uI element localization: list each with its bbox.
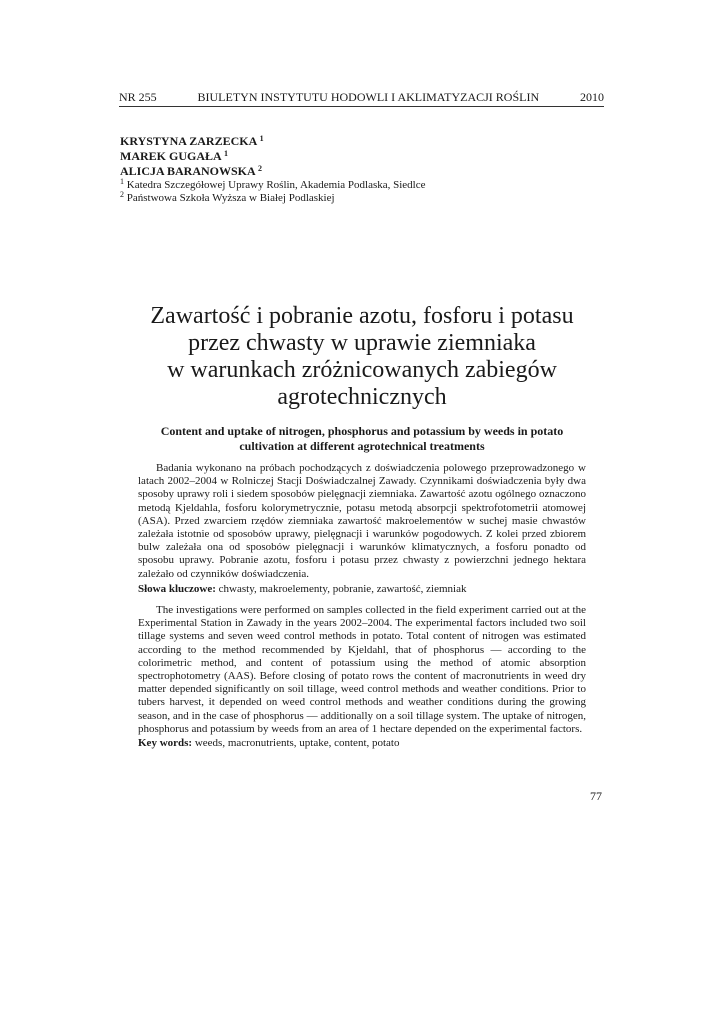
author-name: ALICJA BARANOWSKA $^2$ [120, 164, 263, 178]
publication-year: 2010 [579, 90, 604, 104]
author-name: MAREK GUGAŁA $^1$ [120, 149, 229, 163]
affiliation: $^2$ Państwowa Szkoła Wyższa w Białej Podlaskiej [120, 190, 335, 204]
author-block [120, 134, 426, 205]
author-name: KRYSTYNA ZARZECKA $^1$ [120, 134, 264, 148]
affiliation: $^1$ Katedra Szczegółowej Uprawy Roślin, Akademia Podlaska, Siedlce [120, 177, 426, 191]
english-title: Content and uptake of nitrogen, phosphorus and potassium by weeds in potato cultivation at different agrotechnical treatments [160, 424, 564, 453]
keywords-english: Key words: weeds, macronutrients, uptake, content, potato [138, 737, 400, 749]
issue-number: NR 255 [119, 90, 157, 104]
keywords-polish: Słowa kluczowe: chwasty, makroelementy, pobranie, zawartość, ziemniak [138, 583, 467, 595]
abstract-english: The investigations were performed on samples collected in the field experiment carried out at the Experimental Station in Zawady in the years 2002–2004. The experimental factors included two soil tillage systems and seven weed control methods in potato. Total content of nitrogen was estimated according to the method recommended by Kjeldahl, that of phosphorus — according to the colorimetric method, and content of potassium using the method of atomic absorption spectrophotometry (AAS). Before closing of potato rows the content of macronutrients in weed dry matter depended significantly on soil tillage, weed control methods and weather conditions. Prior to tubers harvest, it depended on weed control methods and weather conditions during the growing season, and in the case of phosphorus — additionally on a soil tillage system. The uptake of nitrogen, phosphorus and potassium by weeds from an area of 1 hectare depended on the experimental factors. [138, 604, 586, 735]
page-number: 77 [590, 789, 602, 803]
article-title: Zawartość i pobranie azotu, fosforu i potasu przez chwasty w uprawie ziemniaka w warunkach zróżnicowanych zabiegów agrotechnicznych [150, 303, 574, 410]
journal-name: BIULETYN INSTYTUTU HODOWLI I AKLIMATYZACJI ROŚLIN [197, 90, 540, 104]
abstract-polish: Badania wykonano na próbach pochodzących z doświadczenia polowego przeprowadzonego w latach 2002–2004 w Rolniczej Stacji Doświadczalnej Zawady. Czynnikami doświadczenia były dwa sposoby uprawy roli i siedem sposobów pielęgnacji ziemniaka. Zawartość azotu ogólnego oznaczono metodą Kjeldahla, fosforu kolorymetrycznie, potasu metodą absorpcji spektrofotometrii atomowej (ASA). Przed zwarciem rzędów ziemniaka zawartość makroelementów w suchej masie chwastów zależała istotnie od sposobów uprawy, pielęgnacji i warunków pogodowych. Z kolei przed zbiorem bulw zależała ona od sposobów pielęgnacji i warunków klimatycznych, a fosforu ponadto od sposobu uprawy. Pobranie azotu, fosforu i potasu przez chwasty z powierzchni jednego hektara zależało od czynników doświadczenia. [138, 462, 586, 580]
running-header [119, 90, 604, 107]
